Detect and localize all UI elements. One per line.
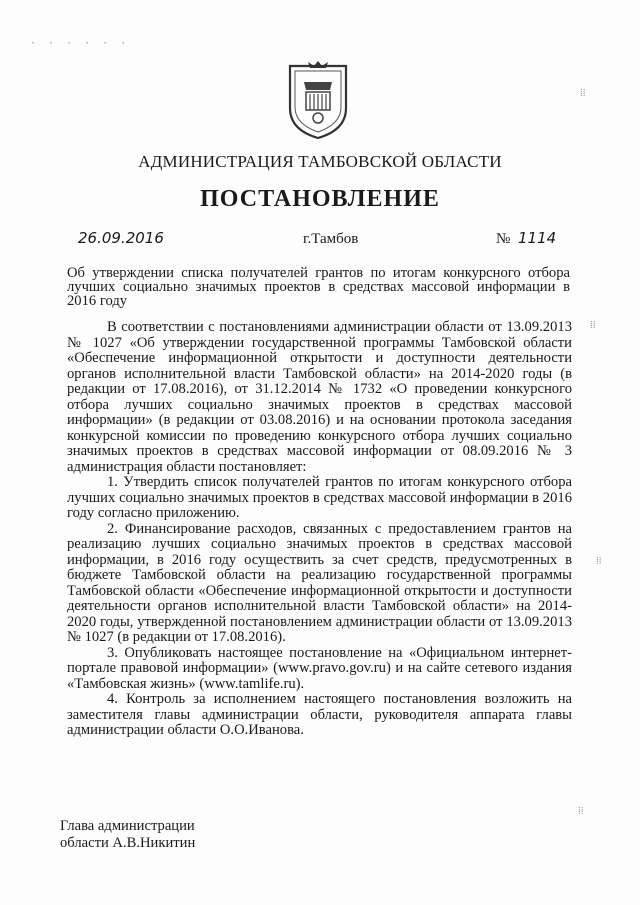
coat-of-arms-emblem (284, 60, 352, 142)
document-number-sign: № (496, 231, 511, 247)
body-paragraph: В соответствии с постановлениями администрации области от 13.09.2013 № 1027 «Об утверждении государственной программы Тамбовской области «Обеспечение информационной открытости и доступности деятельности органов исполнительной власти Тамбовской области» на 2014-2020 годы (в редакции от 17.08.2016), от 31.12.2014 № 1732 «О проведении конкурсного отбора лучших социально значимых проектов в средствах массовой информации» (в редакции от 03.08.2016) и на основании протокола заседания конкурсной комиссии по проведению конкурсного отбора лучших социально значимых проектов в средствах массовой информации от 08.09.2016 № 3 администрация области постановляет: (67, 319, 572, 475)
signature-block (60, 818, 195, 852)
scan-artifact: ⁞⁞ (590, 320, 596, 331)
document-subject: Об утверждении списка получателей грантов по итогам конкурсного отбора лучших социально значимых проектов в средствах массовой информации в 2016 году (67, 265, 570, 309)
scan-artifact: · · · · · · (30, 38, 130, 49)
document-type-heading: ПОСТАНОВЛЕНИЕ (200, 186, 440, 212)
body-paragraph: 4. Контроль за исполнением настоящего постановления возложить на заместителя главы администрации области, руководителя аппарата главы администрации области О.О.Иванова. (67, 691, 572, 738)
organization-title: АДМИНИСТРАЦИЯ ТАМБОВСКОЙ ОБЛАСТИ (138, 152, 502, 171)
body-paragraph: 2. Финансирование расходов, связанных с предоставлением грантов на реализацию лучших социально значимых проектов в средствах массовой информации, в 2016 году осуществить за счет средств, предусмотренных в бюджете Тамбовской области на реализацию государственной программы Тамбовской области «Обеспечение информационной открытости и доступности деятельности органов исполнительной власти Тамбовской области» на 2014-2020 годы, утвержденной постановлением администрации области от 13.09.2013 № 1027 (в редакции от 17.08.2016). (67, 520, 572, 645)
document-city: г.Тамбов (303, 231, 359, 247)
document-number: 1114 (518, 229, 557, 247)
signature-line: Глава администрации (60, 818, 195, 834)
body-paragraph: 1. Утвердить список получателей грантов по итогам конкурсного отбора лучших социально значимых проектов в средствах массовой информации в 2016 году согласно приложению. (67, 474, 572, 521)
signature-line: области А.В.Никитин (60, 835, 196, 851)
document-body (67, 320, 572, 739)
scan-artifact: ⁞⁞ (578, 806, 584, 817)
document-date: 26.09.2016 (78, 229, 164, 247)
body-paragraph: 3. Опубликовать настоящее постановление на «Официальном интернет-портале правовой информации» (www.pravo.gov.ru) и на сайте сетевого издания «Тамбовская жизнь» (www.tamlife.ru). (67, 644, 572, 692)
scan-artifact: ⁞⁞ (596, 556, 602, 567)
scan-artifact: ⁞⁞ (580, 88, 586, 99)
